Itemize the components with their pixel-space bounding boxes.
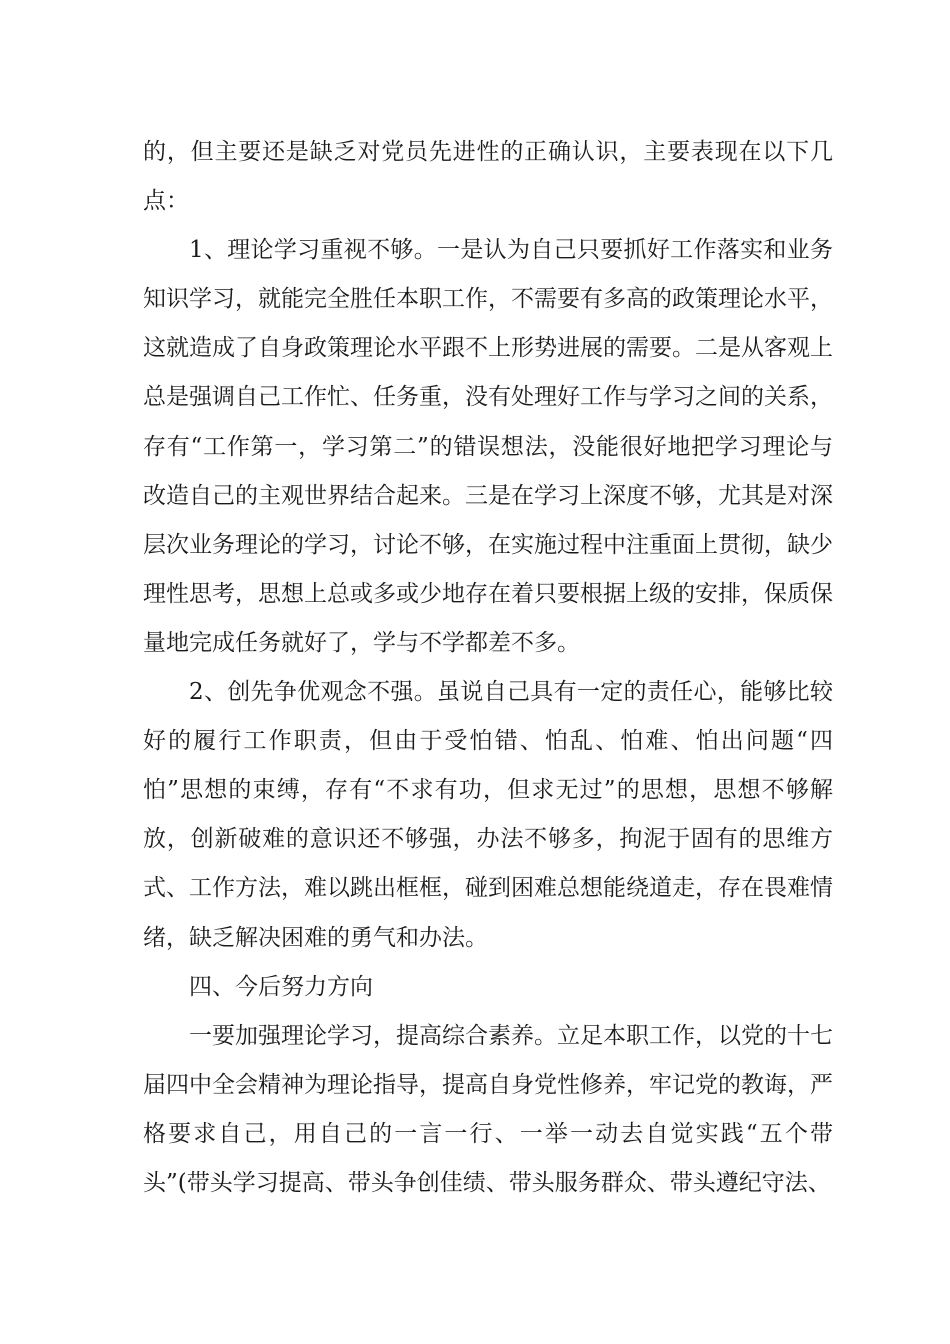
paragraph-excellence: 2、创先争优观念不强。虽说自己具有一定的责任心，能够比较好的履行工作职责，但由于受怕错、怕乱、怕难、怕出问题“四怕”思想的束缚，存有“不求有功，但求无过”的思想，思想不够解放，创新破难的意识还不够强，办法不够多，拘泥于固有的思维方式、工作方法，难以跳出框框，碰到困难总想能绕道走，存在畏难情绪，缺乏解决困难的勇气和办法。 [143, 679, 833, 951]
paragraph-continuation: 的，但主要还是缺乏对党员先进性的正确认识，主要表现在以下几点： [143, 139, 833, 215]
section-heading-future-direction: 四、今后努力方向 [189, 973, 373, 1000]
paragraph-strengthen-study: 一要加强理论学习，提高综合素养。立足本职工作，以党的十七届四中全会精神为理论指导，提高自身党性修养，牢记党的教诲，严格要求自己，用自己的一言一行、一举一动去自觉实践“五个带头”(带头学习提高、带头争创佳绩、带头服务群众、带头遵纪守法、 [143, 1022, 833, 1196]
paragraph-theory-study: 1、理论学习重视不够。一是认为自己只要抓好工作落实和业务知识学习，就能完全胜任本职工作，不需要有多高的政策理论水平，这就造成了自身政策理论水平跟不上形势进展的需要。二是从客观上总是强调自己工作忙、任务重，没有处理好工作与学习之间的关系，存有“工作第一，学习第二”的错误想法，没能很好地把学习理论与改造自己的主观世界结合起来。三是在学习上深度不够，尤其是对深层次业务理论的学习，讨论不够，在实施过程中注重面上贯彻，缺少理性思考，思想上总或多或少地存在着只要根据上级的安排，保质保量地完成任务就好了，学与不学都差不多。 [143, 237, 833, 656]
document-body [143, 128, 833, 1208]
